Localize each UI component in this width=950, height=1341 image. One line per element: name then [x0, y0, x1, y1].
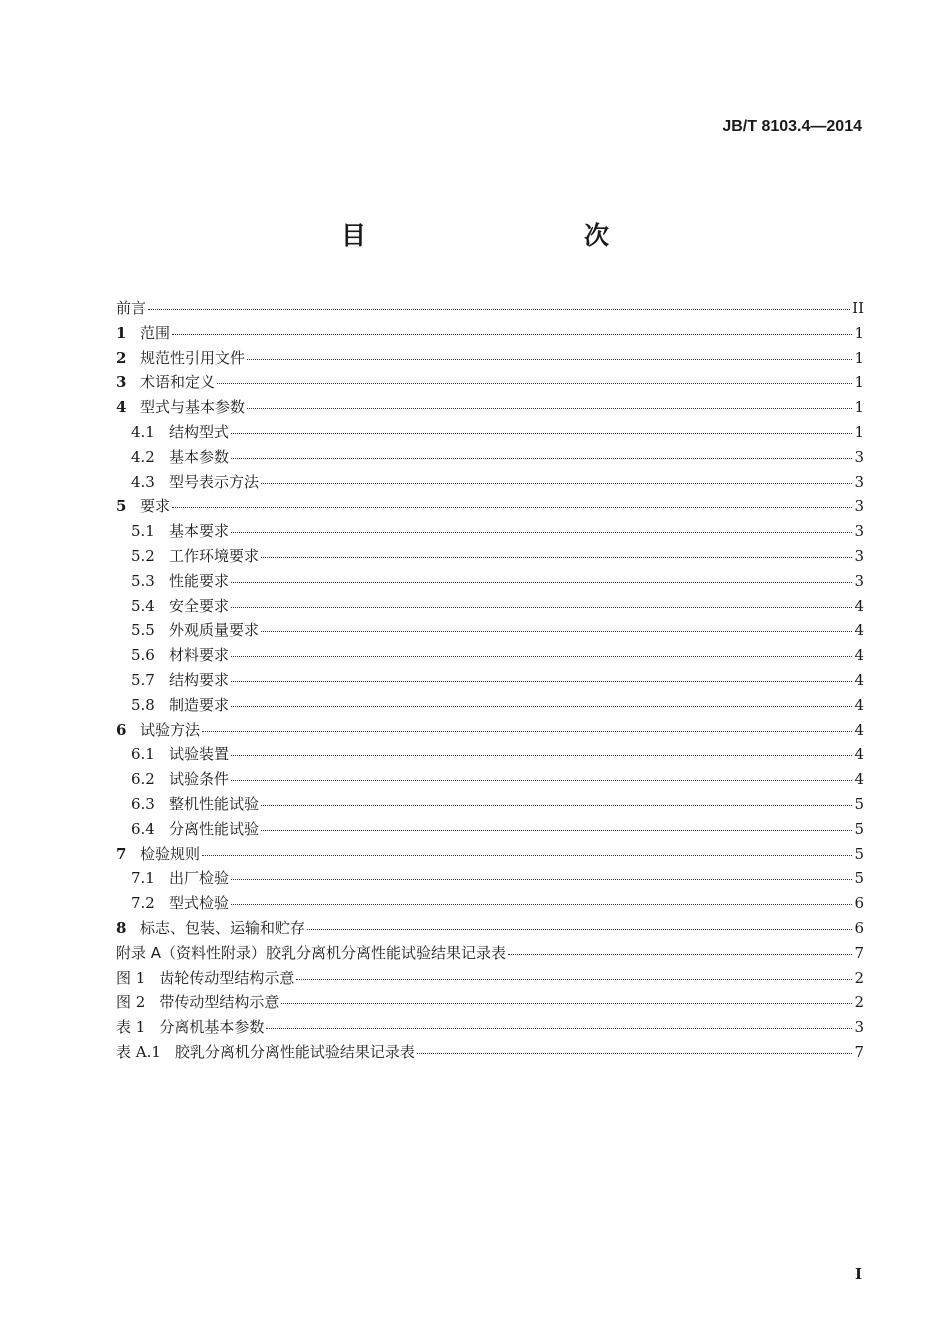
toc-entry[interactable] [116, 768, 864, 793]
toc-entry-label: 出厂检验 [169, 869, 230, 888]
dot-leader [247, 359, 852, 360]
toc-entry-label: 型式与基本参数 [140, 398, 246, 417]
toc-entry[interactable] [116, 495, 864, 520]
dot-leader [202, 855, 852, 856]
toc-entry-label: 性能要求 [169, 571, 230, 590]
dot-leader [231, 532, 852, 533]
dot-leader [172, 507, 852, 508]
toc-entry-page: 4 [854, 646, 864, 665]
toc-entry[interactable] [116, 892, 864, 917]
toc-entry[interactable] [116, 322, 864, 347]
toc-entry-page: II [852, 299, 864, 317]
toc-entry[interactable] [116, 967, 864, 992]
toc-entry-page: 6 [854, 894, 864, 913]
toc-entry[interactable] [116, 570, 864, 595]
toc-entry-label: 分离机基本参数 [159, 1018, 265, 1037]
toc-entry-page: 4 [854, 695, 864, 714]
toc-entry-page: 1 [854, 422, 864, 441]
dot-leader [231, 607, 852, 608]
toc-entry-number: 5.2 [131, 546, 155, 565]
toc-entry-page: 3 [854, 1018, 864, 1037]
toc-entry-label: 齿轮传动型结构示意 [159, 968, 295, 987]
dot-leader [417, 1053, 852, 1054]
toc-entry-number: 4.3 [131, 472, 155, 491]
toc-entry-page: 1 [854, 373, 864, 392]
toc-entry-page: 5 [854, 794, 864, 813]
toc-entry-label: 结构型式 [169, 422, 230, 441]
dot-leader [266, 1028, 852, 1029]
toc-entry-number: 表 1 [116, 1018, 146, 1037]
toc-entry-page: 5 [854, 869, 864, 888]
dot-leader [261, 557, 852, 558]
toc-entry-label: 标志、包装、运输和贮存 [140, 918, 306, 937]
toc-entry-page: 4 [854, 770, 864, 789]
toc-entry-number: 5.4 [131, 596, 155, 615]
toc-entry-label: 前言 [116, 299, 147, 317]
toc-entry-page: 3 [854, 472, 864, 491]
toc-entry[interactable] [116, 371, 864, 396]
dot-leader [231, 656, 852, 657]
toc-entry-number: 6 [116, 720, 127, 739]
dot-leader [296, 979, 852, 980]
toc-entry[interactable] [116, 396, 864, 421]
toc-entry-label: 试验装置 [169, 745, 230, 764]
toc-entry[interactable] [116, 818, 864, 843]
toc-entry-number: 3 [116, 373, 127, 392]
toc-entry-number: 6.4 [131, 819, 155, 838]
toc-entry[interactable] [116, 421, 864, 446]
toc-entry-label: 规范性引用文件 [140, 348, 246, 367]
dot-leader [148, 309, 850, 310]
toc-entry-number: 图 2 [116, 993, 146, 1012]
toc-entry[interactable] [116, 545, 864, 570]
toc-entry-label: 安全要求 [169, 596, 230, 615]
toc-entry-number: 4.1 [131, 422, 155, 441]
toc-entry[interactable] [116, 719, 864, 744]
toc-entry-number: 4 [116, 398, 127, 417]
toc-entry-page: 1 [854, 348, 864, 367]
toc-entry-label: 附录 A（资料性附录）胶乳分离机分离性能试验结果记录表 [116, 943, 507, 962]
toc-entry-page: 4 [854, 596, 864, 615]
dot-leader [508, 954, 852, 955]
toc-entry-label: 范围 [140, 323, 171, 342]
dot-leader [172, 334, 852, 335]
toc-entry-page: 3 [854, 546, 864, 565]
dot-leader [231, 780, 852, 781]
dot-leader [231, 706, 852, 707]
toc-entry-page: 6 [854, 918, 864, 937]
dot-leader [247, 408, 852, 409]
toc-entry-label: 制造要求 [169, 695, 230, 714]
toc-title: 目 次 [340, 221, 665, 250]
toc-entry[interactable] [116, 669, 864, 694]
toc-entry-page: 4 [854, 720, 864, 739]
toc-entry[interactable] [116, 917, 864, 942]
toc-entry-number: 8 [116, 918, 127, 937]
toc-entry-page: 3 [854, 497, 864, 516]
toc-entry-label: 整机性能试验 [169, 794, 260, 813]
toc-entry[interactable] [116, 1041, 864, 1066]
toc-entry-label: 基本参数 [169, 447, 230, 466]
toc-entry-page: 4 [854, 621, 864, 640]
toc-entry-page: 2 [854, 968, 864, 987]
dot-leader [231, 904, 852, 905]
dot-leader [261, 830, 852, 831]
dot-leader [281, 1003, 852, 1004]
toc-entry-number: 图 1 [116, 968, 146, 987]
toc-entry-page: 3 [854, 571, 864, 590]
toc-entry[interactable] [116, 297, 864, 322]
toc-entry-label: 分离性能试验 [169, 819, 260, 838]
toc-entry[interactable] [116, 867, 864, 892]
toc-entry[interactable] [116, 743, 864, 768]
toc-entry[interactable] [116, 942, 864, 967]
toc-entry-page: 7 [854, 1042, 864, 1061]
toc-entry[interactable] [116, 843, 864, 868]
toc-entry-number: 4.2 [131, 447, 155, 466]
toc-entry-page: 1 [854, 398, 864, 417]
toc-entry-page: 1 [854, 323, 864, 342]
toc-entry-number: 7.1 [131, 869, 155, 888]
toc-entry-label: 外观质量要求 [169, 621, 260, 640]
toc-entry[interactable] [116, 1016, 864, 1041]
toc-entry-label: 术语和定义 [140, 373, 216, 392]
toc-entry-number: 5.7 [131, 670, 155, 689]
toc-entry-number: 6.1 [131, 745, 155, 764]
toc-entry-number: 1 [116, 323, 127, 342]
toc-entry-number: 5.5 [131, 621, 155, 640]
toc-entry-number: 7 [116, 844, 127, 863]
toc-entry-number: 表 A.1 [116, 1042, 161, 1061]
dot-leader [307, 929, 852, 930]
toc-entry-number: 2 [116, 348, 127, 367]
dot-leader [217, 383, 852, 384]
toc-entry-label: 结构要求 [169, 670, 230, 689]
toc-entry-page: 7 [854, 943, 864, 962]
toc-entry-number: 5.3 [131, 571, 155, 590]
toc-entry-page: 3 [854, 447, 864, 466]
toc-entry-label: 型号表示方法 [169, 472, 260, 491]
dot-leader [231, 582, 852, 583]
toc-entry-number: 5.8 [131, 695, 155, 714]
dot-leader [231, 433, 852, 434]
toc-entry-label: 胶乳分离机分离性能试验结果记录表 [174, 1042, 415, 1061]
toc-entry[interactable] [116, 793, 864, 818]
toc-entry[interactable] [116, 991, 864, 1016]
dot-leader [261, 805, 852, 806]
dot-leader [202, 731, 852, 732]
toc-entry-number: 6.3 [131, 794, 155, 813]
toc-entry-page: 5 [854, 819, 864, 838]
toc-entry-page: 4 [854, 670, 864, 689]
dot-leader [261, 483, 852, 484]
toc-entry[interactable] [116, 446, 864, 471]
toc-entry-number: 5 [116, 497, 127, 516]
dot-leader [261, 631, 852, 632]
toc-entry[interactable] [116, 520, 864, 545]
toc-entry-label: 试验方法 [140, 720, 201, 739]
toc-entry-number: 7.2 [131, 894, 155, 913]
dot-leader [231, 458, 852, 459]
toc-entry[interactable] [116, 694, 864, 719]
toc-entry-number: 5.1 [131, 522, 155, 541]
toc-entry-label: 要求 [140, 497, 171, 516]
toc-entry-page: 2 [854, 993, 864, 1012]
toc-entry-number: 6.2 [131, 770, 155, 789]
toc-entry[interactable] [116, 595, 864, 620]
toc-entry-label: 材料要求 [169, 646, 230, 665]
dot-leader [231, 879, 852, 880]
toc-entry-page: 4 [854, 745, 864, 764]
toc-entry-label: 试验条件 [169, 770, 230, 789]
toc-entry[interactable] [116, 619, 864, 644]
dot-leader [231, 755, 852, 756]
dot-leader [231, 681, 852, 682]
toc-entry[interactable] [116, 347, 864, 372]
toc-entry[interactable] [116, 644, 864, 669]
toc-entry-page: 3 [854, 522, 864, 541]
toc-entry-label: 型式检验 [169, 894, 230, 913]
page-number: I [854, 1265, 862, 1283]
toc-entry-number: 5.6 [131, 646, 155, 665]
toc-entry-label: 工作环境要求 [169, 546, 260, 565]
toc-entry-page: 5 [854, 844, 864, 863]
standard-code: JB/T 8103.4—2014 [722, 118, 862, 135]
toc-entry-label: 带传动型结构示意 [159, 993, 280, 1012]
toc-entry-label: 检验规则 [140, 844, 201, 863]
table-of-contents [116, 297, 864, 1066]
toc-entry-label: 基本要求 [169, 522, 230, 541]
toc-entry[interactable] [116, 471, 864, 496]
